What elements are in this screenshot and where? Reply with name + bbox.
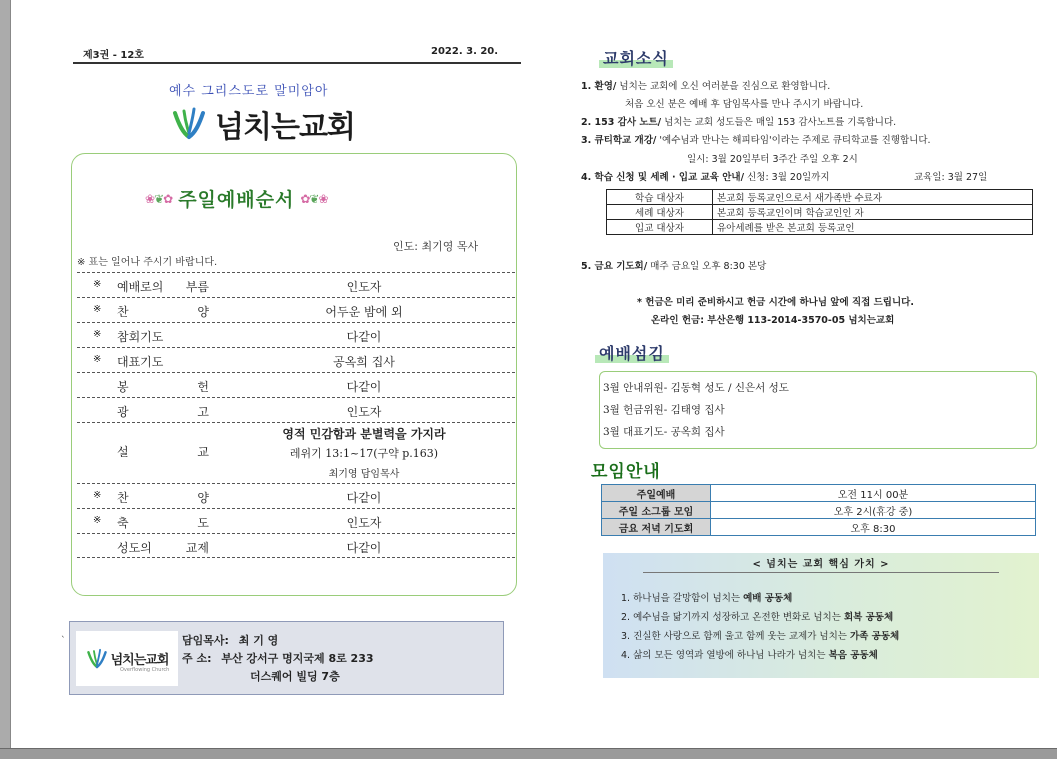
table-row bbox=[607, 205, 1033, 220]
news-item-1-head: 1. 환영/ bbox=[581, 81, 617, 92]
order-title bbox=[145, 185, 435, 212]
church-info-box bbox=[69, 621, 504, 695]
value-text: 2. 예수님을 닮기까지 성장하고 온전한 변화로 넘치는 bbox=[621, 612, 841, 623]
news-item-4-head: 4. 학습 신청 및 세례 · 입교 교육 안내/ bbox=[581, 172, 745, 183]
news-item-4-text: 신청: 3월 20일까지 bbox=[747, 172, 830, 183]
order-value: 인도자 bbox=[346, 516, 382, 530]
table-row bbox=[602, 485, 1036, 502]
value-item bbox=[621, 609, 893, 623]
news-item-3 bbox=[581, 132, 931, 146]
order-row bbox=[77, 533, 515, 558]
edu-value: 본교회 등록교인이며 학습교인인 자 bbox=[713, 205, 1033, 220]
pastor-name: 최 기 영 bbox=[238, 634, 279, 647]
stand-mark: ※ bbox=[93, 329, 102, 340]
news-item-3-head: 3. 큐티학교 개강/ bbox=[581, 135, 657, 146]
order-row bbox=[77, 508, 515, 533]
order-value: 인도자 bbox=[346, 280, 382, 294]
table-row bbox=[602, 519, 1036, 536]
news-item-5 bbox=[581, 258, 766, 272]
serve-line-1: 3월 안내위원- 김동혁 성도 / 신은서 성도 bbox=[603, 382, 789, 394]
value-item bbox=[621, 590, 792, 604]
order-value: 어두운 밤에 외 bbox=[325, 305, 403, 319]
order-label: 광 고 bbox=[117, 405, 209, 419]
edu-value: 본교회 등록교인으로서 새가족반 수료자 bbox=[713, 190, 1033, 205]
address-label: 주 소: bbox=[182, 652, 212, 665]
table-row bbox=[602, 502, 1036, 519]
value-bold: 예배 공동체 bbox=[743, 593, 793, 604]
order-row bbox=[77, 297, 515, 322]
pastor-line bbox=[182, 632, 278, 648]
sermon-label: 설 교 bbox=[117, 445, 209, 459]
news-item-2 bbox=[581, 114, 896, 128]
order-value: 다같이 bbox=[346, 380, 382, 394]
table-row bbox=[607, 220, 1033, 235]
meeting-time: 오후 2시(휴강 중) bbox=[711, 502, 1036, 519]
info-logo-name: 넘치는교회 bbox=[110, 653, 169, 668]
church-logo bbox=[171, 102, 355, 146]
order-row bbox=[77, 483, 515, 508]
issue-date: 2022. 3. 20. bbox=[431, 46, 499, 57]
meeting-name: 주일 소그룹 모임 bbox=[602, 502, 711, 519]
meeting-time: 오후 8:30 bbox=[711, 519, 1036, 536]
header-divider bbox=[73, 62, 521, 64]
order-label: 찬 양 bbox=[117, 491, 209, 505]
stand-mark: ※ bbox=[93, 490, 102, 501]
order-row bbox=[77, 272, 515, 297]
news-title: 교회소식 bbox=[603, 46, 669, 69]
news-item-2-head: 2. 153 감사 노트/ bbox=[581, 117, 662, 128]
value-item bbox=[621, 647, 878, 661]
order-value: 다같이 bbox=[346, 330, 382, 344]
stand-mark: ※ bbox=[93, 354, 102, 365]
meetings-title: 모임안내 bbox=[591, 462, 661, 482]
worship-leader: 인도: 최기영 목사 bbox=[393, 240, 479, 253]
value-bold: 가족 공동체 bbox=[849, 631, 900, 642]
value-bold: 복음 공동체 bbox=[828, 650, 878, 661]
flower-ornament-right-icon: ✿❦❀ bbox=[300, 191, 328, 206]
order-row bbox=[77, 347, 515, 372]
meetings-table bbox=[601, 484, 1036, 536]
education-table bbox=[606, 189, 1033, 235]
church-name: 넘치는교회 bbox=[215, 110, 355, 145]
order-value: 다같이 bbox=[346, 541, 382, 555]
stand-mark: ※ bbox=[93, 515, 102, 526]
news-item-5-text: 매주 금요일 오후 8:30 본당 bbox=[650, 261, 767, 272]
order-row bbox=[77, 397, 515, 422]
serve-line-3: 3월 대표기도- 공옥희 집사 bbox=[603, 426, 725, 438]
edu-key: 세례 대상자 bbox=[607, 205, 713, 220]
info-logo-sub: Overflowing Church bbox=[120, 667, 170, 673]
edu-value: 유아세례를 받은 본교회 등록교인 bbox=[713, 220, 1033, 235]
serve-title: 예배섬김 bbox=[599, 341, 665, 364]
sermon-row bbox=[77, 422, 515, 483]
sermon-reference: 레위기 13:1~17(구약 p.163) bbox=[289, 447, 439, 460]
news-item-4 bbox=[581, 169, 830, 183]
order-label: 참회기도 bbox=[117, 330, 164, 344]
edu-key: 입교 대상자 bbox=[607, 220, 713, 235]
info-logo bbox=[76, 631, 178, 686]
edu-key: 학습 대상자 bbox=[607, 190, 713, 205]
news-item-4-extra: 교육일: 3월 27일 bbox=[914, 172, 988, 183]
meeting-name: 금요 저녁 기도회 bbox=[602, 519, 711, 536]
address-line2: 더스퀘어 빌딩 7층 bbox=[250, 670, 340, 683]
sermon-title: 영적 민감함과 분별력을 가지라 bbox=[282, 427, 446, 441]
stray-mark: ` bbox=[61, 636, 66, 646]
stand-mark: ※ bbox=[93, 279, 102, 290]
order-label: 찬 양 bbox=[117, 305, 209, 319]
order-value: 다같이 bbox=[346, 491, 382, 505]
church-logo-icon bbox=[171, 107, 207, 141]
core-values-box bbox=[603, 553, 1039, 678]
news-item-1 bbox=[581, 78, 830, 92]
meeting-name: 주일예배 bbox=[602, 485, 711, 502]
pastor-label: 담임목사: bbox=[182, 634, 229, 647]
order-title-text: 주일예배순서 bbox=[178, 189, 295, 211]
order-row bbox=[77, 322, 515, 347]
offering-note: * 헌금은 미리 준비하시고 헌금 시간에 하나님 앞에 직접 드립니다. bbox=[637, 297, 914, 308]
sermon-preacher: 최기영 담임목사 bbox=[328, 469, 400, 480]
news-item-2-text: 넘치는 교회 성도들은 매일 153 감사노트를 기록합니다. bbox=[664, 117, 897, 128]
order-value: 공옥희 집사 bbox=[333, 355, 395, 369]
value-text: 4. 삶의 모든 영역과 열방에 하나님 나라가 넘치는 bbox=[621, 650, 826, 661]
value-bold: 회복 공동체 bbox=[843, 612, 894, 623]
serve-line-2: 3월 헌금위원- 김태영 집사 bbox=[603, 404, 725, 416]
order-label: 대표기도 bbox=[117, 355, 164, 369]
order-label: 예배로의 부름 bbox=[117, 280, 209, 294]
standing-note: ※ 표는 일어나 주시기 바랍니다. bbox=[77, 257, 218, 268]
slogan: 예수 그리스도로 말미암아 bbox=[169, 84, 329, 99]
online-offering: 온라인 헌금: 부산은행 113-2014-3570-05 넘치는교회 bbox=[651, 315, 895, 326]
value-text: 3. 진실한 사랑으로 함께 울고 함께 웃는 교제가 넘치는 bbox=[621, 631, 847, 642]
church-logo-small-icon bbox=[86, 648, 108, 670]
meeting-time: 오전 11시 00분 bbox=[711, 485, 1036, 502]
bulletin-page bbox=[10, 0, 1057, 748]
issue-number: 제3권 - 12호 bbox=[83, 50, 144, 61]
value-text: 1. 하나님을 갈망함이 넘치는 bbox=[621, 593, 741, 604]
order-label: 성도의 교제 bbox=[117, 541, 209, 555]
address-line1: 부산 강서구 명지국제 8로 233 bbox=[221, 652, 374, 665]
order-label: 축 도 bbox=[117, 516, 209, 530]
news-item-1-text: 넘치는 교회에 오신 여러분을 진심으로 환영합니다. bbox=[619, 81, 831, 92]
news-item-1-sub: 처음 오신 분은 예배 후 담임목사를 만나 주시기 바랍니다. bbox=[625, 99, 864, 110]
order-row bbox=[77, 372, 515, 397]
news-item-5-head: 5. 금요 기도회/ bbox=[581, 261, 648, 272]
news-item-3-sub: 일시: 3월 20일부터 3주간 주일 오후 2시 bbox=[687, 154, 858, 165]
core-values-title: < 넘치는 교회 핵심 가치 > bbox=[603, 555, 1039, 570]
order-value: 인도자 bbox=[346, 405, 382, 419]
order-label: 봉 헌 bbox=[117, 380, 209, 394]
value-item bbox=[621, 628, 899, 642]
viewer-bottom-strip bbox=[0, 748, 1057, 759]
table-row bbox=[607, 190, 1033, 205]
stand-mark: ※ bbox=[93, 304, 102, 315]
address-line bbox=[182, 650, 374, 666]
order-table bbox=[77, 272, 515, 558]
news-item-3-text: '예수님과 만나는 해피타임'이라는 주제로 큐티학교를 진행합니다. bbox=[659, 135, 931, 146]
flower-ornament-left-icon: ❀❦✿ bbox=[145, 191, 173, 206]
